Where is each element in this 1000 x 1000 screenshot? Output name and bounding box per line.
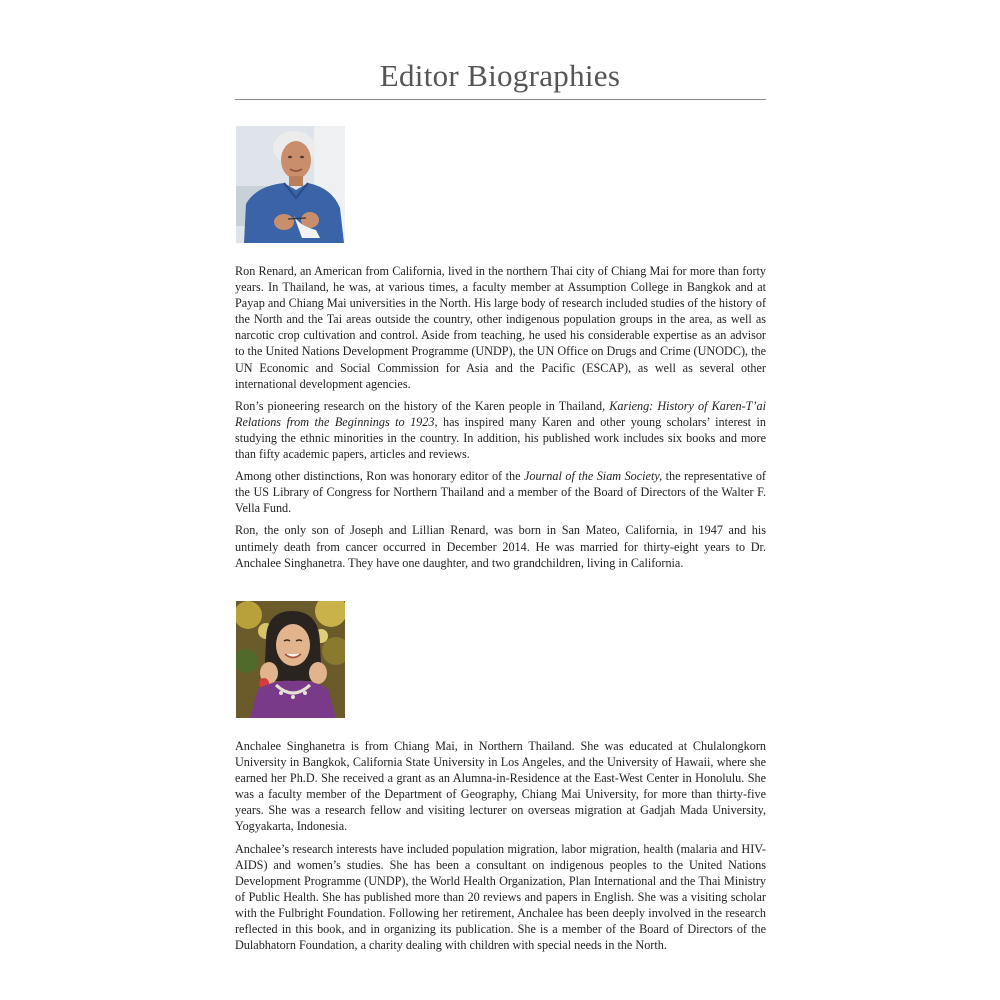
bio-paragraph: Among other distinctions, Ron was honorary editor of the Journal of the Siam Society, the representative of the US Library of Congress for Northern Thailand and a member of the Board of Directors of the Walter F. Vella Fund.: [235, 469, 766, 516]
bio-paragraph: Ron, the only son of Joseph and Lillian Renard, was born in San Mateo, California, in 1947 and his untimely death from cancer occurred in December 2014. He was married for thirty-eight years to Dr. Anchalee Singhanetra. They have one daughter, and two grandchildren, living in California.: [235, 523, 766, 570]
book-title: Karieng: History of Karen-T’ai Relations from the Beginnings to 1923,: [235, 398, 766, 429]
photo-of-anchalee-singhanetra: [236, 601, 345, 718]
photo-of-ron-renard: [236, 126, 345, 243]
bio-paragraph: Ron’s pioneering research on the history of the Karen people in Thailand, Karieng: History of Karen-T’ai Relations from the Beginnings to 1923, has inspired many Karen and other young scholars’ interest in studying the ethnic minorities in the country. In addition, his published work includes six books and more than fifty academic papers, articles and reviews.: [235, 398, 766, 462]
title-underline-divider: [235, 99, 766, 100]
journal-title: Journal of the Siam Society,: [523, 469, 663, 484]
page-title: Editor Biographies: [379, 58, 621, 93]
bio-paragraph: Anchalee’s research interests have included population migration, labor migration, health (malaria and HIV-AIDS) and women’s studies. She has been a consultant on indigenous peoples to the United Nations Development Programme (UNDP), the World Health Organization, Plan International and the Thai Ministry of Public Health. She has published more than 20 reviews and papers in English. She was a visiting scholar with the Fulbright Foundation. Following her retirement, Anchalee has been deeply involved in the research reflected in this book, and in organizing its publication. She is a member of the Board of Directors of the Dulabhatorn Foundation, a charity dealing with children with special needs in the North.: [235, 841, 766, 953]
bio-paragraph: Ron Renard, an American from California, lived in the northern Thai city of Chiang Mai for more than forty years. In Thailand, he was, at various times, a faculty member at Assumption College in Bangkok and at Payap and Chiang Mai universities in the North. His large body of research included studies of the history of the North and the Tai areas outside the country, other indigenous population groups in the area, as well as narcotic crop cultivation and control. Aside from teaching, he used his considerable expertise as an advisor to the United Nations Development Programme (UNDP), the UN Office on Drugs and Crime (UNODC), the UN Economic and Social Commission for Asia and the Pacific (ESCAP), as well as several other international development agencies.: [235, 264, 766, 391]
bio-ron-renard: [235, 263, 766, 577]
bio-anchalee-singhanetra: [235, 738, 766, 959]
bio-paragraph: Anchalee Singhanetra is from Chiang Mai, in Northern Thailand. She was educated at Chulalongkorn University in Bangkok, California State University in Los Angeles, and the University of Hawaii, where she earned her Ph.D. She received a grant as an Alumna-in-Residence at the East-West Center in Honolulu. She was a faculty member of the Department of Geography, Chiang Mai University, for more than thirty-five years. She was a research fellow and visiting lecturer on overseas migration at Gadjah Mada University, Yogyakarta, Indonesia.: [235, 739, 766, 834]
